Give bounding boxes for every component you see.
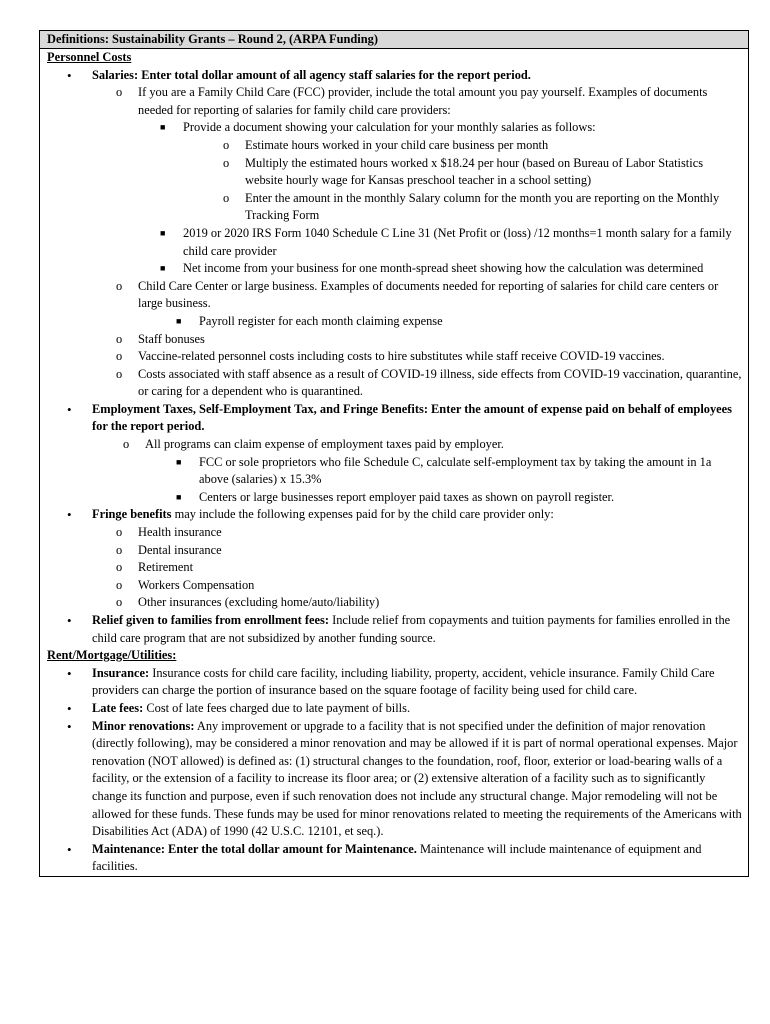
square-bullet-icon: ■ bbox=[160, 227, 166, 238]
salaries-item bbox=[47, 67, 742, 85]
minor-renovations-text: Any improvement or upgrade to a facility that is not specified under the definition of major renovation (directly following), may be considered a minor renovation and may be allowed if it is part of normal operational expenses. Major renovation (NOT allowed) is defined as: (1) structural changes to the foundation, roof, floor, exterior or load-bearing walls of a facility, or the extension of a facility to increase its floor area; or (2) extensive alteration of a facility such as to significantly change its function and purpose, even if such renovation does not include any structural change. Major remodeling will not be allowed for these funds. These funds may be used for minor renovations related to meeting the requirements of the Americans with Disabilities Act (ADA) of 1990 (42 U.S.C. 12101, et seq.). bbox=[92, 718, 742, 839]
fringe-benefits-item bbox=[47, 506, 742, 524]
fringe-item bbox=[47, 542, 742, 560]
payroll-register-text: Payroll register for each month claiming expense bbox=[199, 313, 443, 328]
square-bullet-icon: ■ bbox=[176, 491, 182, 502]
calc-step-item bbox=[47, 190, 742, 225]
fcc-provider-item bbox=[47, 84, 742, 119]
definitions-table bbox=[39, 30, 749, 877]
circle-bullet-icon: o bbox=[223, 137, 230, 152]
fringe-item bbox=[47, 577, 742, 595]
table-header: Definitions: Sustainability Grants – Round 2, (ARPA Funding) bbox=[40, 31, 748, 49]
bullet-icon: • bbox=[67, 841, 72, 857]
staff-bonuses-item bbox=[47, 331, 742, 349]
all-programs-text: All programs can claim expense of employment taxes paid by employer. bbox=[145, 437, 504, 452]
center-item bbox=[47, 278, 742, 313]
fringe-item bbox=[47, 524, 742, 542]
staff-bonuses-text: Staff bonuses bbox=[138, 331, 205, 346]
maintenance-label: Maintenance: Enter the total dollar amount for Maintenance. bbox=[92, 841, 417, 856]
table-content bbox=[40, 49, 748, 876]
fcc-doc-net-income-item bbox=[47, 260, 742, 278]
fringe-item-text: Health insurance bbox=[138, 525, 222, 540]
fcc-self-employment-text: FCC or sole proprietors who file Schedule C, calculate self-employment tax by taking the amount in 1a above (salaries) x 15.3% bbox=[199, 454, 712, 487]
fringe-item-text: Dental insurance bbox=[138, 542, 222, 557]
staff-absence-item bbox=[47, 366, 742, 401]
center-text: Child Care Center or large business. Examples of documents needed for reporting of salaries for child care centers or large business. bbox=[138, 278, 719, 311]
calc-step-text: Enter the amount in the monthly Salary column for the month you are reporting on the Monthly Tracking Form bbox=[245, 190, 720, 223]
late-fees-text: Cost of late fees charged due to late payment of bills. bbox=[143, 700, 411, 715]
payroll-register-item bbox=[47, 313, 742, 331]
insurance-text: Insurance costs for child care facility, including liability, property, accident, vehicle insurance. Family Child Care providers can charge the portion of insurance based on the square footage of facility being used for child care. bbox=[92, 665, 715, 698]
fcc-doc-net-income-text: Net income from your business for one month-spread sheet showing how the calculation was determined bbox=[183, 261, 704, 276]
relief-text: Include relief from copayments and tuition payments for families enrolled in the child care program that are not subsidized by another funding source. bbox=[92, 613, 731, 645]
late-fees-label: Late fees: bbox=[92, 700, 144, 715]
fringe-item bbox=[47, 594, 742, 612]
centers-taxes-item bbox=[47, 489, 742, 507]
relief-item bbox=[47, 612, 742, 647]
circle-bullet-icon: o bbox=[223, 155, 230, 170]
fringe-benefits-label: Fringe benefits bbox=[92, 507, 172, 522]
staff-absence-text: Costs associated with staff absence as a result of COVID-19 illness, side effects from COVID-19 vaccination, quarantine, or caring for a dependent who is quarantined. bbox=[138, 366, 742, 399]
maintenance-text: Maintenance will include maintenance of equipment and facilities. bbox=[92, 841, 702, 874]
square-bullet-icon: ■ bbox=[176, 315, 182, 326]
insurance-label: Insurance: bbox=[92, 665, 150, 680]
bullet-icon: • bbox=[67, 507, 72, 523]
fringe-benefits-text: may include the following expenses paid for by the child care provider only: bbox=[171, 507, 554, 522]
bullet-icon: • bbox=[67, 67, 72, 83]
fringe-item-text: Retirement bbox=[138, 560, 194, 575]
fringe-item-text: Workers Compensation bbox=[138, 577, 255, 592]
late-fees-item bbox=[47, 700, 742, 718]
circle-bullet-icon: o bbox=[116, 577, 123, 592]
circle-bullet-icon: o bbox=[116, 560, 123, 575]
bullet-icon: • bbox=[67, 613, 72, 628]
bullet-icon: • bbox=[67, 700, 72, 716]
circle-bullet-icon: o bbox=[116, 542, 123, 557]
circle-bullet-icon: o bbox=[116, 278, 123, 293]
circle-bullet-icon: o bbox=[116, 595, 123, 610]
employment-taxes-item bbox=[47, 401, 742, 436]
square-bullet-icon: ■ bbox=[176, 456, 182, 467]
calc-step-text: Estimate hours worked in your child care business per month bbox=[245, 137, 549, 152]
fcc-doc-irs-text: 2019 or 2020 IRS Form 1040 Schedule C Line 31 (Net Profit or (loss) /12 months=1 month salary for a family child care provider bbox=[183, 225, 732, 258]
calc-step-text: Multiply the estimated hours worked x $18.24 per hour (based on Bureau of Labor Statistics website hourly wage for Kansas preschool teacher in a school setting) bbox=[245, 155, 704, 188]
insurance-item bbox=[47, 665, 742, 700]
fcc-doc-calculation-item bbox=[47, 119, 742, 137]
relief-label: Relief given to families from enrollment fees: bbox=[92, 613, 329, 627]
circle-bullet-icon: o bbox=[116, 331, 123, 346]
employment-taxes-label: Employment Taxes, Self-Employment Tax, and Fringe Benefits: Enter the amount of expense paid on behalf of employees for the report period. bbox=[92, 401, 732, 434]
circle-bullet-icon: o bbox=[116, 349, 123, 364]
circle-bullet-icon: o bbox=[116, 366, 123, 381]
rent-mortgage-heading: Rent/Mortgage/Utilities: bbox=[47, 648, 177, 663]
personnel-costs-heading: Personnel Costs bbox=[47, 50, 132, 64]
fringe-item bbox=[47, 559, 742, 577]
salaries-label: Salaries: Enter total dollar amount of all agency staff salaries for the report period. bbox=[92, 67, 531, 82]
square-bullet-icon: ■ bbox=[160, 122, 166, 133]
vaccine-costs-item bbox=[47, 348, 742, 366]
circle-bullet-icon: o bbox=[116, 85, 123, 100]
bullet-icon: • bbox=[67, 718, 72, 734]
minor-renovations-item bbox=[47, 718, 742, 841]
fcc-doc-irs-item bbox=[47, 225, 742, 260]
fcc-provider-text: If you are a Family Child Care (FCC) provider, include the total amount you pay yourself. Examples of documents needed for reporting of salaries for family child care providers: bbox=[138, 85, 708, 117]
square-bullet-icon: ■ bbox=[160, 263, 166, 274]
maintenance-item bbox=[47, 841, 742, 876]
fcc-doc-calculation-text: Provide a document showing your calculation for your monthly salaries as follows: bbox=[183, 120, 596, 135]
fringe-item-text: Other insurances (excluding home/auto/liability) bbox=[138, 595, 380, 610]
fcc-self-employment-item bbox=[47, 454, 742, 489]
circle-bullet-icon: o bbox=[123, 437, 130, 452]
vaccine-costs-text: Vaccine-related personnel costs including costs to hire substitutes while staff receive COVID-19 vaccines. bbox=[138, 349, 665, 364]
circle-bullet-icon: o bbox=[223, 190, 230, 205]
calc-step-item bbox=[47, 137, 742, 155]
bullet-icon: • bbox=[67, 401, 72, 417]
all-programs-item bbox=[47, 436, 742, 454]
circle-bullet-icon: o bbox=[116, 525, 123, 540]
calc-step-item bbox=[47, 155, 742, 190]
centers-taxes-text: Centers or large businesses report employer paid taxes as shown on payroll register. bbox=[199, 489, 615, 504]
bullet-icon: • bbox=[67, 665, 72, 681]
minor-renovations-label: Minor renovations: bbox=[92, 718, 195, 733]
